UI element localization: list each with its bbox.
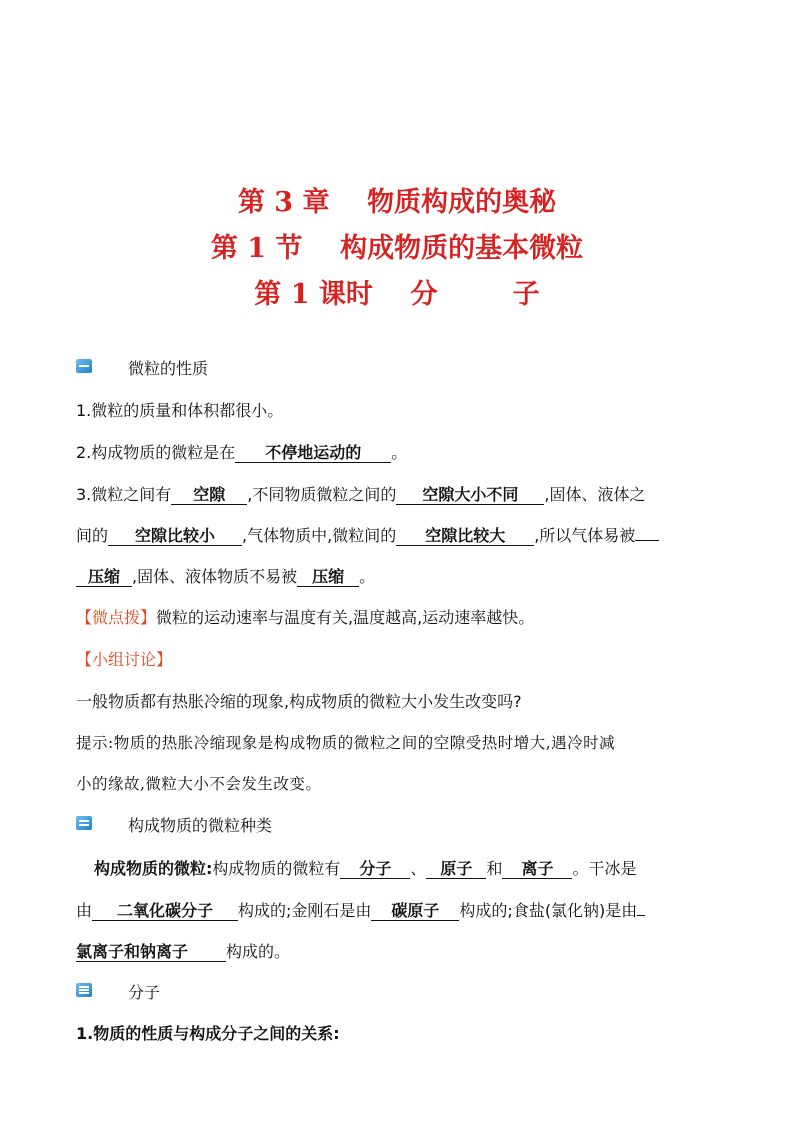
- tip-heading: 【微点拨】: [76, 608, 157, 627]
- discussion-question: 一般物质都有热胀冷缩的现象,构成物质的微粒大小发生改变吗?: [76, 692, 522, 711]
- answer-blank: 分子: [340, 860, 410, 879]
- answer-blank: 空隙大小不同: [396, 486, 544, 505]
- answer-blank: 二氧化碳分子: [92, 902, 238, 921]
- answer-blank: 碳原子: [371, 902, 459, 921]
- answer-blank: 空隙比较小: [108, 527, 242, 546]
- property-item-3-line-3: 压缩 ,固体、液体物质不易被 压缩 。: [76, 564, 716, 587]
- answer-blank: 氯离子和钠离子: [76, 943, 226, 962]
- particle-types-line-2: 由 二氧化碳分子 构成的;金刚石是由 碳原子 构成的;食盐(氯化钠)是由: [76, 898, 716, 921]
- tip-line: 【微点拨】微粒的运动速率与温度有关,温度越高,运动速率越快。: [76, 608, 535, 627]
- section-heading-properties: 微粒的性质: [128, 359, 209, 378]
- answer-blank: 空隙: [171, 486, 247, 505]
- answer-blank: 离子: [502, 860, 572, 879]
- property-item-1: 1.微粒的质量和体积都很小。: [76, 401, 284, 420]
- lesson-title: 第 1 课时 分 子: [254, 279, 540, 310]
- answer-blank: 空隙比较大: [396, 527, 534, 546]
- answer-blank: 压缩: [297, 568, 359, 587]
- section-heading-molecules: 分子: [128, 983, 161, 1002]
- section-two-icon: [76, 816, 92, 830]
- molecule-item-1: 1.物质的性质与构成分子之间的关系:: [76, 1024, 340, 1043]
- chapter-title: 第 3 章 物质构成的奥秘: [237, 187, 557, 218]
- discussion-heading: 【小组讨论】: [76, 650, 173, 669]
- section-three-icon: [76, 983, 92, 997]
- discussion-hint-line-2: 小的缘故,微粒大小不会发生改变。: [76, 775, 322, 793]
- section-one-icon: [76, 359, 92, 373]
- section-title: 第 1 节 构成物质的基本微粒: [210, 233, 584, 264]
- property-item-3-line-1: 3.微粒之间有 空隙 ,不同物质微粒之间的 空隙大小不同 ,固体、液体之: [76, 485, 646, 504]
- property-item-2: 2.构成物质的微粒是在 不停地运动的 。: [76, 443, 408, 462]
- section-heading-particle-types: 构成物质的微粒种类: [128, 816, 273, 835]
- property-item-3-line-2: 间的 空隙比较小 ,气体物质中,微粒间的 空隙比较大 ,所以气体易被: [76, 523, 716, 546]
- chapter-titles: [0, 180, 794, 318]
- answer-blank: 原子: [426, 860, 486, 879]
- answer-blank: 压缩: [76, 568, 132, 587]
- particle-types-line-3: 氯离子和钠离子 构成的。: [76, 942, 291, 961]
- particle-types-line-1: 构成物质的微粒:构成物质的微粒有 分子 、 原子 和 离子 。干冰是: [94, 859, 637, 878]
- discussion-hint-line-1: 提示:物质的热胀冷缩现象是构成物质的微粒之间的空隙受热时增大,遇冷时减: [76, 734, 616, 752]
- answer-blank: 不停地运动的: [235, 444, 391, 463]
